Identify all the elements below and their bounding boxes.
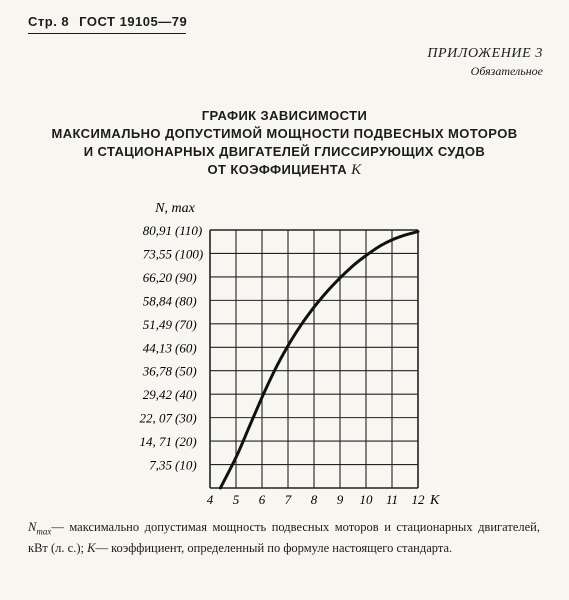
x-tick-label: 8 — [310, 492, 318, 507]
y-tick-alt-label: (30) — [175, 410, 197, 426]
y-tick-label: 29,42 — [142, 387, 172, 403]
header-rule — [28, 33, 186, 34]
y-tick-label: 36,78 — [142, 363, 172, 379]
appendix-status: Обязательное — [470, 64, 543, 78]
x-tick-label: 12 — [411, 492, 425, 507]
y-tick-alt-label: (10) — [175, 457, 197, 473]
y-tick-label: 22, 07 — [139, 410, 172, 426]
y-tick-alt-label: (70) — [175, 316, 197, 332]
y-tick-label: 7,35 — [149, 457, 172, 473]
title-line-4-text: ОТ КОЭФФИЦИЕНТА — [207, 162, 348, 177]
y-tick-alt-label: (90) — [175, 269, 197, 285]
title-symbol-k: K — [351, 162, 362, 178]
standard-number: ГОСТ 19105—79 — [79, 14, 188, 29]
footnote-symbol-k: K — [87, 540, 96, 555]
y-tick-label: 14, 71 — [139, 434, 172, 450]
appendix-title: ПРИЛОЖЕНИЕ 3 — [427, 46, 543, 61]
x-tick-labels — [207, 492, 425, 507]
title-line-2: МАКСИМАЛЬНО ДОПУСТИМОЙ МОЩНОСТИ ПОДВЕСНЫХ МОТОРОВ — [51, 126, 518, 141]
x-tick-label: 9 — [336, 492, 344, 507]
y-tick-alt-label: (100) — [175, 246, 204, 262]
title-line-4 — [0, 161, 569, 179]
x-tick-label: 11 — [385, 492, 399, 507]
y-axis-label: N, max — [155, 201, 195, 216]
footnote-text-1: — максимально допустимая мощность подвесных моторов и стационарных двигателей, кВт (л. с.); — [28, 520, 540, 555]
series-line — [220, 232, 418, 488]
y-tick-alt-label: (80) — [175, 293, 197, 309]
x-tick-label: 10 — [359, 492, 373, 507]
x-tick-label: 7 — [284, 492, 292, 507]
chart — [0, 190, 569, 515]
chart-title — [0, 107, 569, 179]
page-number: Стр. 8 — [28, 14, 70, 29]
y-tick-alt-label: (50) — [175, 363, 197, 379]
title-line-3: И СТАЦИОНАРНЫХ ДВИГАТЕЛЕЙ ГЛИССИРУЮЩИХ СУДОВ — [83, 144, 486, 159]
y-tick-label: 44,13 — [142, 340, 172, 356]
title-line-1: ГРАФИК ЗАВИСИМОСТИ — [201, 108, 368, 123]
y-tick-alt-label: (110) — [175, 223, 203, 238]
y-tick-alt-label: (40) — [175, 387, 197, 403]
x-tick-label: 6 — [258, 492, 266, 507]
y-tick-label: 58,84 — [142, 293, 172, 309]
y-tick-label: 66,20 — [142, 269, 172, 285]
footnote-text-2: — коэффициент, определенный по формуле настоящего стандарта. — [95, 540, 453, 555]
y-tick-label: 51,49 — [142, 316, 172, 332]
x-tick-label: 5 — [232, 492, 240, 507]
x-axis-label: K — [430, 493, 440, 508]
footnote-symbol-n: $N_{max}$ — [28, 520, 52, 537]
y-tick-labels — [140, 223, 204, 473]
footnote — [28, 519, 540, 556]
y-tick-alt-label: (60) — [175, 340, 197, 356]
y-tick-label: 73,55 — [142, 246, 172, 262]
x-tick-label: 4 — [206, 492, 214, 507]
appendix-block — [427, 46, 543, 79]
page-header — [28, 14, 187, 29]
y-tick-alt-label: (20) — [175, 434, 197, 450]
y-tick-label: 80,91 — [142, 223, 172, 238]
